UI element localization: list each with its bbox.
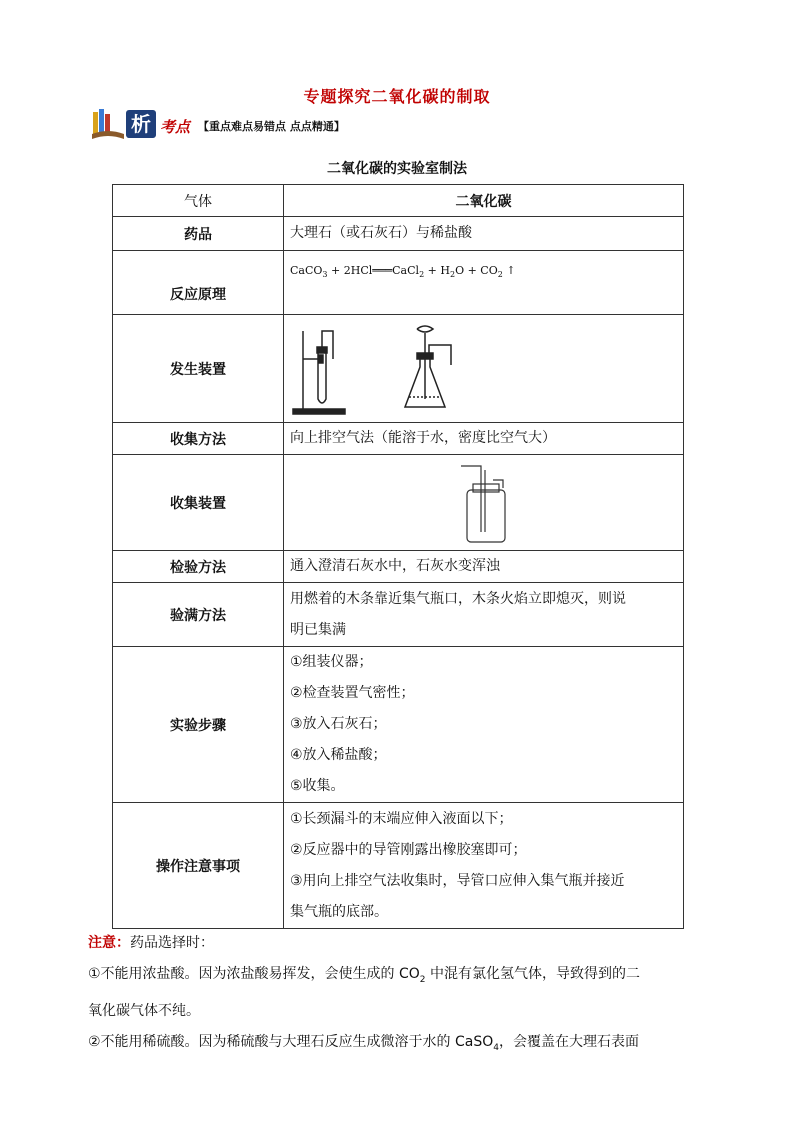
page-title: 专题探究二氧化碳的制取 bbox=[303, 87, 491, 106]
badge: 析 bbox=[126, 110, 156, 138]
table-caption: 二氧化碳的实验室制法 bbox=[327, 161, 467, 177]
notes-section bbox=[88, 928, 710, 1064]
list-item: ①组装仪器； bbox=[290, 654, 373, 670]
banner-subtitle: 【重点难点易错点 点点精通】 bbox=[198, 120, 345, 133]
row-value: 向上排空气法（能溶于水，密度比空气大） bbox=[284, 423, 684, 455]
list-item: ②反应器中的导管刚露出橡胶塞即可； bbox=[290, 841, 527, 858]
note-paragraph: ②不能用稀硫酸。因为稀硫酸与大理石反应生成微溶于水的 CaSO$_4$，会覆盖在大理石表面 bbox=[88, 1033, 639, 1053]
notes-list bbox=[284, 803, 684, 929]
steps-list bbox=[284, 647, 684, 803]
header-value: 二氧化碳 bbox=[284, 185, 684, 217]
table-row bbox=[113, 217, 684, 251]
list-item: ③用向上排空气法收集时，导管口应伸入集气瓶并接近 bbox=[290, 872, 625, 889]
list-item: ③放入石灰石； bbox=[290, 716, 387, 732]
note-paragraph-cont: 氧化碳气体不纯。 bbox=[88, 1002, 200, 1019]
test-tube-apparatus bbox=[293, 331, 345, 414]
gas-jar-icon bbox=[457, 460, 517, 546]
row-label: 检验方法 bbox=[113, 551, 284, 583]
header-label: 气体 bbox=[113, 185, 284, 217]
list-item: 集气瓶的底部。 bbox=[290, 903, 388, 920]
row-value: 用燃着的木条靠近集气瓶口，木条火焰立即熄灭，则说 明已集满 bbox=[284, 583, 684, 647]
row-label: 验满方法 bbox=[113, 583, 284, 647]
books-icon bbox=[90, 106, 126, 142]
table-row bbox=[113, 423, 684, 455]
notes-intro: 药品选择时： bbox=[130, 935, 214, 951]
table-row bbox=[113, 551, 684, 583]
row-label: 操作注意事项 bbox=[113, 803, 284, 929]
list-item: ②检查装置气密性； bbox=[290, 685, 415, 701]
reaction-formula: CaCO3 + 2HCl═══CaCl2 + H2O + CO2 ↑ bbox=[284, 251, 684, 315]
notes-label: 注意： bbox=[88, 935, 130, 951]
table-row bbox=[113, 251, 684, 315]
table-row bbox=[113, 455, 684, 551]
table-row bbox=[113, 583, 684, 647]
kaodian-label: 考点 bbox=[160, 118, 191, 136]
generator-devices bbox=[284, 315, 684, 423]
row-label: 收集方法 bbox=[113, 423, 284, 455]
list-item: ④放入稀盐酸； bbox=[290, 747, 387, 763]
flask-apparatus bbox=[405, 326, 451, 407]
table-row bbox=[113, 315, 684, 423]
table-header-row bbox=[113, 185, 684, 217]
row-label: 反应原理 bbox=[113, 251, 284, 315]
row-value: 大理石（或石灰石）与稀盐酸 bbox=[284, 217, 684, 251]
apparatus-figure bbox=[291, 319, 491, 419]
row-value: 通入澄清石灰水中，石灰水变浑浊 bbox=[284, 551, 684, 583]
list-item: ⑤收集。 bbox=[290, 778, 345, 794]
section-banner bbox=[88, 104, 488, 144]
row-label: 发生装置 bbox=[113, 315, 284, 423]
note-paragraph: ①不能用浓盐酸。因为浓盐酸易挥发，会使生成的 $CO_2$ 中混有氯化氢气体，导致得到的二 bbox=[88, 966, 640, 985]
row-label: 收集装置 bbox=[113, 455, 284, 551]
row-label: 药品 bbox=[113, 217, 284, 251]
row-label: 实验步骤 bbox=[113, 647, 284, 803]
list-item: ①长颈漏斗的末端应伸入液面以下； bbox=[290, 810, 513, 827]
co2-table bbox=[112, 184, 684, 929]
table-row bbox=[113, 803, 684, 929]
collection-device bbox=[284, 455, 684, 551]
table-row bbox=[113, 647, 684, 803]
